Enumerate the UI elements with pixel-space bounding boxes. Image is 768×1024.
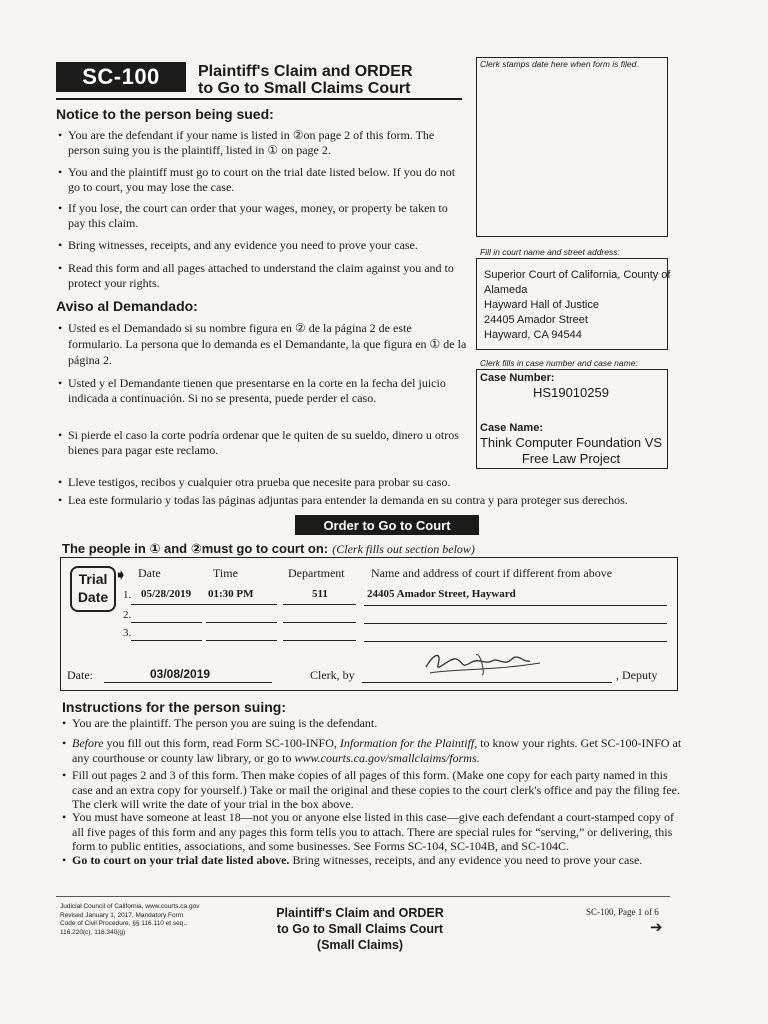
- row-rule: [364, 623, 667, 624]
- instruction-item: • Go to court on your trial date listed above. Bring witnesses, receipts, and any evidence you need to prove your case.: [62, 853, 643, 867]
- notice-item: • Bring witnesses, receipts, and any evidence you need to prove your case.: [58, 238, 418, 252]
- court-line: Alameda: [484, 284, 528, 296]
- row-rule: [283, 604, 356, 605]
- title-rule: [56, 98, 462, 100]
- footer-title-line1: Plaintiff's Claim and ORDER: [276, 906, 444, 920]
- date-rule: [104, 682, 272, 683]
- aviso-item: • Usted y el Demandante tienen que presentarse en la corte en la fecha del juicio indicada a continuación. Si no se presenta, puede perder el caso.: [58, 376, 446, 405]
- row-number: 2.: [123, 609, 132, 621]
- instructions-heading: Instructions for the person suing:: [62, 699, 287, 715]
- court-line: Superior Court of California, County of: [484, 269, 671, 281]
- footer-line: Judicial Council of California, www.courts.ca.gov: [60, 903, 200, 910]
- order-date-value: 03/08/2019: [150, 667, 211, 681]
- court-line: Hayward Hall of Justice: [484, 299, 599, 311]
- next-page-arrow-icon: ➔: [650, 919, 663, 936]
- trial-box-line2: Date: [77, 589, 109, 605]
- clerk-signature-rule: [362, 682, 612, 683]
- clerk-stamp-box: [476, 57, 668, 237]
- footer-title-line3: (Small Claims): [316, 938, 404, 952]
- people-must-go-text: The people in ① and ②must go to court on:: [62, 541, 329, 556]
- trial-date-1: 05/28/2019: [141, 588, 192, 600]
- page-number: SC-100, Page 1 of 6: [586, 907, 659, 917]
- instruction-item: • Before you fill out this form, read Form SC-100-INFO, Information for the Plaintiff, to know your rights. Get SC-100-INFO at any courthouse or county law library, or go to www.courts.ca.gov/smallclaims/forms.: [62, 736, 682, 765]
- court-line: Hayward, CA 94544: [484, 329, 582, 341]
- people-must-go-line: [62, 541, 475, 557]
- case-name-line1: Think Computer Foundation VS: [479, 435, 663, 450]
- footer-title: [240, 905, 480, 953]
- trial-date-box: [70, 566, 116, 612]
- row-rule: [364, 641, 667, 642]
- case-number: HS19010259: [533, 385, 609, 400]
- row-rule: [131, 622, 202, 623]
- order-date-label: Date:: [67, 668, 93, 682]
- deputy-label: , Deputy: [616, 668, 658, 682]
- trial-box-line1: Trial: [78, 571, 108, 587]
- form-title-line1: Plaintiff's Claim and ORDER: [198, 63, 413, 80]
- instruction-item: • Fill out pages 2 and 3 of this form. Then make copies of all pages of this form. (Make one copy for each party named in this case and an extra copy for yourself.) Take or mail the original and these copies to the court clerk's office and pay the filing fee. The clerk will write the date of your trial in the box above.: [62, 768, 680, 811]
- form-id-badge: SC-100: [56, 62, 186, 92]
- header-date: Date: [138, 566, 161, 580]
- notice-item: • You are the defendant if your name is listed in ②on page 2 of this form. The person suing you is the plaintiff, listed in ① on page 2.: [58, 128, 435, 157]
- trial-address-1: 24405 Amador Street, Hayward: [367, 588, 516, 600]
- aviso-item: • Usted es el Demandado si su nombre figura en ② de la página 2 de este formulario. La persona que lo demanda es el Demandante, la que figura en ① de la página 2.: [58, 321, 467, 367]
- header-time: Time: [213, 566, 238, 580]
- footer-line: 116.220(c), 116.340(g): [60, 928, 126, 936]
- row-rule: [283, 622, 356, 623]
- clerk-by-label: Clerk, by: [310, 668, 355, 682]
- row-rule: [283, 640, 356, 641]
- row-rule: [364, 605, 667, 606]
- case-number-label: Case Number:: [480, 372, 555, 384]
- footer-line: Revised January 1, 2017, Mandatory Form: [60, 911, 184, 919]
- instruction-item: • You must have someone at least 18—not you or anyone else listed in this case—give each defendant a court-stamped copy of all five pages of this form and any pages this form tells you to attach. There are special rules for “serving,” or delivering, this form to public entities, associations, and some businesses. See Forms SC-104, SC-104B, and SC-104C.: [62, 810, 674, 853]
- notice-item: • You and the plaintiff must go to court on the trial date listed below. If you do not go to court, you may lose the case.: [58, 165, 456, 194]
- row-rule: [131, 640, 202, 641]
- aviso-item: • Lea este formulario y todas las páginas adjuntas para entender la demanda en su contra y para proteger sus derechos.: [58, 493, 628, 507]
- row-number: 1.: [123, 589, 132, 601]
- notice-item: • If you lose, the court can order that your wages, money, or property be taken to pay this claim.: [58, 201, 448, 230]
- row-rule: [206, 622, 277, 623]
- footer-citation: [60, 903, 199, 937]
- case-name-label: Case Name:: [480, 422, 543, 434]
- header-department: Department: [288, 566, 345, 580]
- order-to-go-to-court-bar: Order to Go to Court: [295, 515, 479, 535]
- notice-heading: Notice to the person being sued:: [56, 106, 274, 122]
- header-address: Name and address of court if different from above: [371, 566, 613, 580]
- arrow-right-icon: ➧: [114, 565, 128, 584]
- clerk-signature: [420, 645, 550, 681]
- form-title-line2: to Go to Small Claims Court: [198, 80, 411, 97]
- court-label: Fill in court name and street address:: [480, 247, 620, 257]
- trial-time-1: 01:30 PM: [208, 588, 254, 600]
- trial-department-1: 511: [312, 588, 328, 600]
- case-label: Clerk fills in case number and case name:: [480, 358, 638, 368]
- court-line: 24405 Amador Street: [484, 314, 588, 326]
- form-title: [198, 63, 413, 97]
- clerk-stamp-label: Clerk stamps date here when form is filed.: [480, 59, 639, 69]
- clerk-fills-note: (Clerk fills out section below): [332, 542, 475, 556]
- aviso-item: • Si pierde el caso la corte podría ordenar que le quiten de su sueldo, dinero u otros bienes para pagar este reclamo.: [58, 428, 459, 457]
- case-name-line2: Free Law Project: [521, 451, 621, 466]
- row-number: 3.: [123, 627, 132, 639]
- aviso-item: • Lleve testigos, recibos y cualquier otra prueba que necesite para probar su caso.: [58, 475, 451, 489]
- notice-item: • Read this form and all pages attached to understand the claim against you and to protect your rights.: [58, 261, 454, 290]
- row-rule: [206, 604, 277, 605]
- footer-line: Code of Civil Procedure, §§ 116.110 et seq.,: [60, 920, 187, 927]
- case-name: [476, 435, 666, 467]
- footer-rule: [56, 896, 670, 897]
- row-rule: [206, 640, 277, 641]
- aviso-heading: Aviso al Demandado:: [56, 298, 198, 314]
- instruction-item: • You are the plaintiff. The person you are suing is the defendant.: [62, 716, 378, 730]
- footer-title-line2: to Go to Small Claims Court: [277, 922, 443, 936]
